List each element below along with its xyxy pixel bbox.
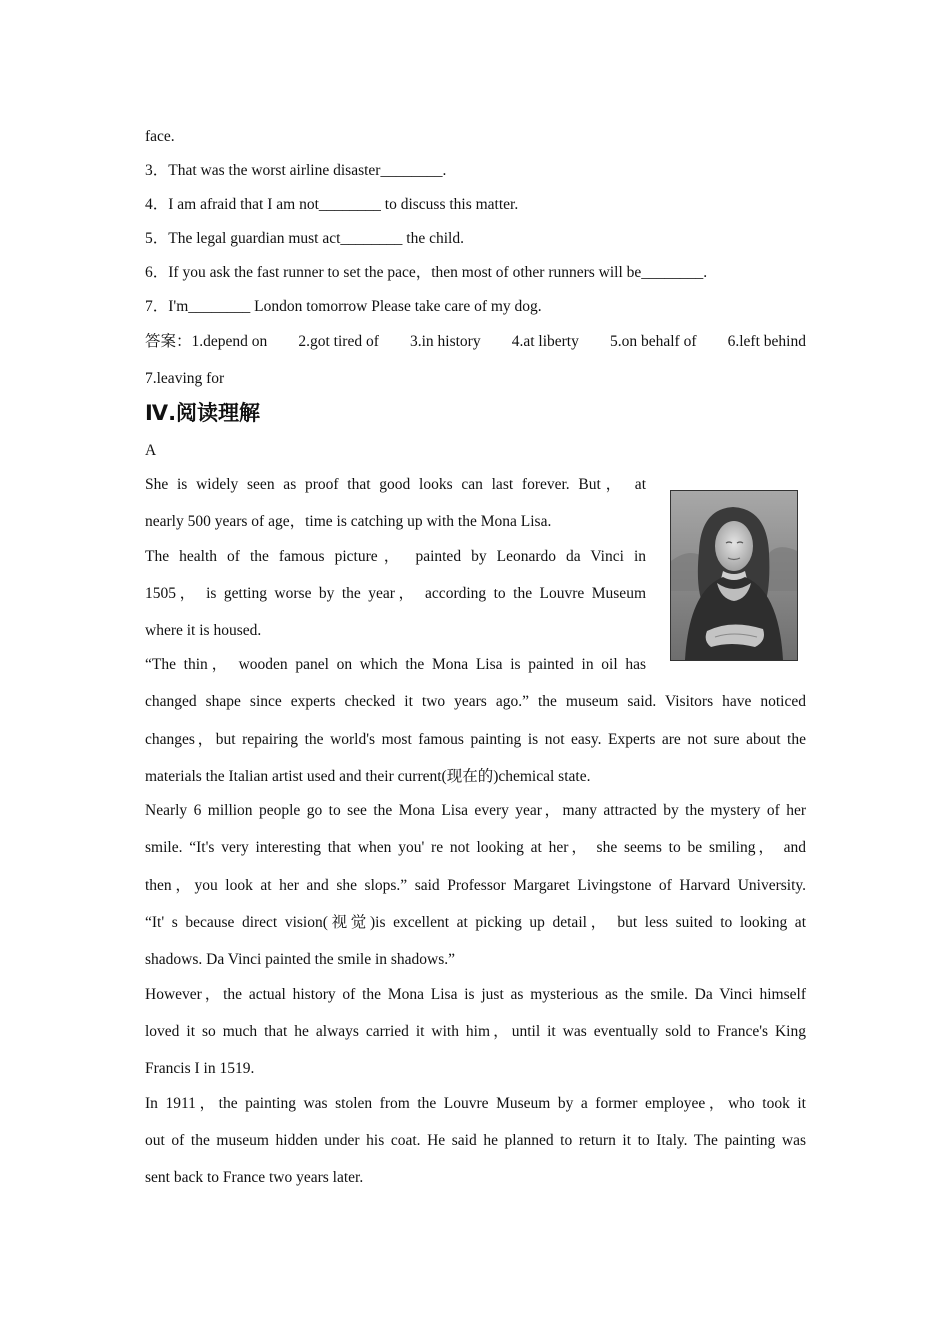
passage-line: Francis I in 1519.	[145, 1060, 255, 1077]
passage-line: materials the Italian artist used and their current(现在的)chemical state.	[145, 768, 591, 785]
section-heading: Ⅳ.阅读理解	[145, 401, 261, 425]
passage-line: smile. “It's very interesting that when you' re not looking at her， she seems to be smiling， and	[145, 839, 806, 856]
passage-line: “It' s because direct vision(视觉)is excellent at picking up detail， but less suited to looking at	[145, 914, 806, 931]
passage-line: Nearly 6 million people go to see the Mona Lisa every year，many attracted by the mystery of her	[145, 802, 806, 819]
passage-line: In 1911，the painting was stolen from the Louvre Museum by a former employee，who took it	[145, 1095, 806, 1112]
mona-lisa-portrait-icon	[670, 490, 798, 661]
answer-item: 6.left behind	[727, 333, 806, 350]
answer-item: 4.at liberty	[511, 333, 579, 350]
exercise-item-3: 3．That was the worst airline disaster________.	[145, 162, 447, 179]
passage-line: loved it so much that he always carried it with him，until it was eventually sold to France's King	[145, 1023, 806, 1040]
passage-line: nearly 500 years of age，time is catching up with the Mona Lisa.	[145, 513, 552, 530]
passage-label: A	[145, 442, 157, 459]
passage-line: She is widely seen as proof that good looks can last forever. But， at	[145, 476, 646, 493]
answer-key-continued: 7.leaving for	[145, 370, 225, 387]
exercise-item-7: 7．I'm________ London tomorrow Please take care of my dog.	[145, 298, 542, 315]
passage-line: However，the actual history of the Mona Lisa is just as mysterious as the smile. Da Vinci himself	[145, 986, 806, 1003]
passage-line: “The thin， wooden panel on which the Mona Lisa is painted in oil has	[145, 656, 646, 673]
answer-item: 3.in history	[409, 333, 481, 350]
answer-key	[145, 332, 806, 352]
passage-line: changed shape since experts checked it two years ago.” the museum said. Visitors have noticed	[145, 693, 806, 710]
answer-item: 2.got tired of	[298, 333, 379, 350]
passage-line: shadows. Da Vinci painted the smile in shadows.”	[145, 951, 456, 968]
exercise-item-6: 6．If you ask the fast runner to set the pace，then most of other runners will be________.	[145, 264, 708, 281]
answer-item: 答案：1.depend on	[145, 333, 268, 350]
exercise-item-4: 4．I am afraid that I am not________ to discuss this matter.	[145, 196, 519, 213]
passage-line: then，you look at her and she slops.” said Professor Margaret Livingstone of Harvard University.	[145, 877, 806, 894]
passage-line: The health of the famous picture， painted by Leonardo da Vinci in	[145, 548, 646, 565]
text-line-face: face.	[145, 128, 175, 145]
passage-line: 1505， is getting worse by the year， according to the Louvre Museum	[145, 585, 646, 602]
answer-item: 5.on behalf of	[609, 333, 697, 350]
exercise-item-5: 5．The legal guardian must act________ the child.	[145, 230, 464, 247]
passage-line: sent back to France two years later.	[145, 1169, 364, 1186]
passage-line: out of the museum hidden under his coat. He said he planned to return it to Italy. The painting was	[145, 1132, 806, 1149]
passage-line: where it is housed.	[145, 622, 262, 639]
passage-line: changes，but repairing the world's most famous painting is not easy. Experts are not sure about the	[145, 731, 806, 748]
